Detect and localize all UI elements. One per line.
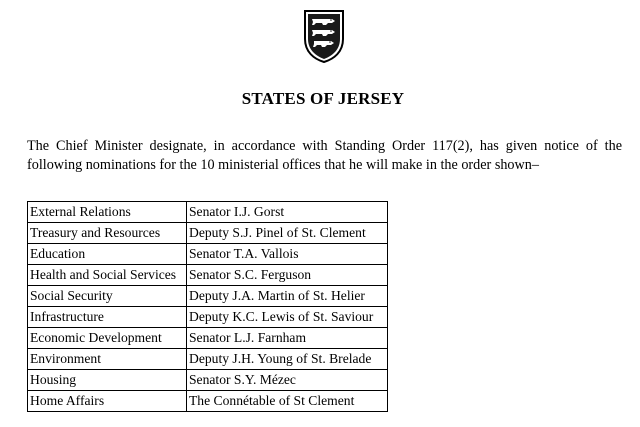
jersey-crest-icon — [303, 9, 345, 63]
table-row — [28, 244, 388, 265]
office-cell: Social Security — [28, 286, 187, 307]
table-row — [28, 328, 388, 349]
table-row — [28, 307, 388, 328]
table-row — [28, 223, 388, 244]
table-row — [28, 202, 388, 223]
office-cell: Environment — [28, 349, 187, 370]
office-cell: Health and Social Services — [28, 265, 187, 286]
table-row — [28, 349, 388, 370]
table-row — [28, 265, 388, 286]
page-title: STATES OF JERSEY — [241, 89, 405, 108]
table-row — [28, 286, 388, 307]
nominee-cell: Deputy J.A. Martin of St. Helier — [187, 286, 388, 307]
nominations-table — [27, 201, 388, 412]
nominee-cell: Senator L.J. Farnham — [187, 328, 388, 349]
nominee-cell: Deputy K.C. Lewis of St. Saviour — [187, 307, 388, 328]
office-cell: Home Affairs — [28, 391, 187, 412]
nominee-cell: Senator S.Y. Mézec — [187, 370, 388, 391]
table-row — [28, 370, 388, 391]
nominee-cell: Senator S.C. Ferguson — [187, 265, 388, 286]
office-cell: Economic Development — [28, 328, 187, 349]
office-cell: Treasury and Resources — [28, 223, 187, 244]
table-row — [28, 391, 388, 412]
nominee-cell: Senator T.A. Vallois — [187, 244, 388, 265]
nominee-cell: Deputy J.H. Young of St. Brelade — [187, 349, 388, 370]
office-cell: External Relations — [28, 202, 187, 223]
office-cell: Housing — [28, 370, 187, 391]
nominee-cell: Senator I.J. Gorst — [187, 202, 388, 223]
nominee-cell: Deputy S.J. Pinel of St. Clement — [187, 223, 388, 244]
nominee-cell: The Connétable of St Clement — [187, 391, 388, 412]
intro-paragraph: The Chief Minister designate, in accordance with Standing Order 117(2), has given notice of the following nominations for the 10 ministerial offices that he will make in the order shown– — [27, 138, 622, 173]
office-cell: Infrastructure — [28, 307, 187, 328]
office-cell: Education — [28, 244, 187, 265]
